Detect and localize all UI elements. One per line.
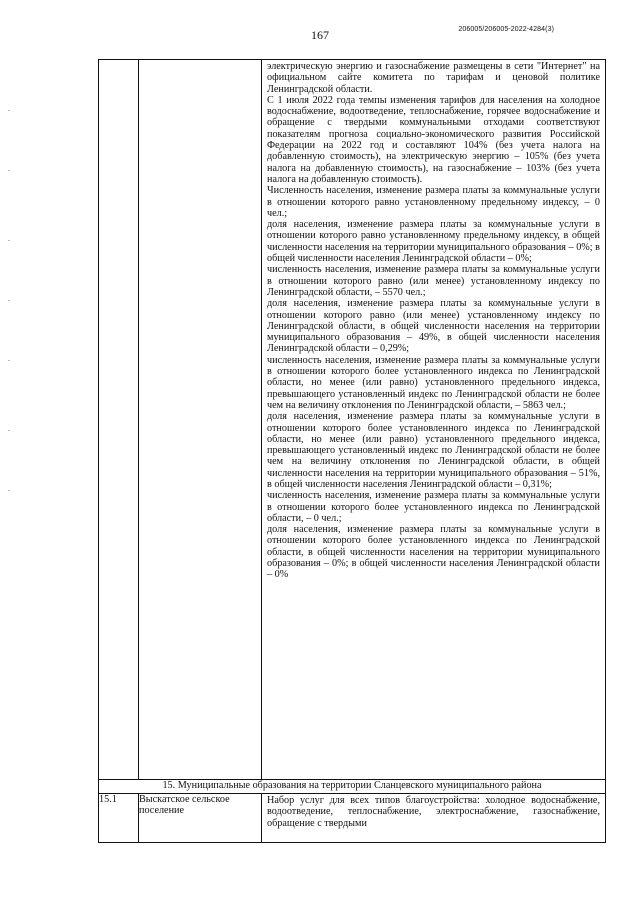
- paragraph: численность населения, изменение размера платы за коммунальные услуги в отношении которого более установленного индекса по Ленинградской области, но менее (или равно) установленного предельного индекса, превышающего установленный индекс по Ленинградской области не более чем на величину отклонения по Ленинградской области, – 5863 чел.;: [267, 354, 600, 411]
- paragraph: доля населения, изменение размера платы за коммунальные услуги в отношении которого равно установленному предельному индексу, в общей численности населения на территории муниципального образования – 0%; в общей численности населения Ленинградской области – 0%;: [267, 219, 600, 265]
- table-row-continued: [99, 60, 606, 780]
- table-row: [99, 794, 606, 843]
- paragraph: численность населения, изменение размера платы за коммунальные услуги в отношении которого более установленного индекса по Ленинградской области, – 0 чел.;: [267, 490, 600, 524]
- paragraph: электрическую энергию и газоснабжение размещены в сети "Интернет" на официальном сайте комитета по тарифам и ценовой политике Ленинградской области.: [267, 61, 600, 95]
- row-number: 15.1: [99, 794, 139, 843]
- description-cell: [262, 794, 606, 843]
- paragraph: Набор услуг для всех типов благоустройства: холодное водоснабжение, водоотведение, теплоснабжение, электроснабжение, газоснабжение, обращение с твердыми: [267, 795, 600, 829]
- paragraph: доля населения, изменение размера платы за коммунальные услуги в отношении которого равно (или менее) установленному индексу по Ленинградской области, в общей численности населения на территории муниципального образования – 49%, в общей численности населения Ленинградской области – 0,29%;: [267, 298, 600, 355]
- description-cell: [262, 60, 606, 780]
- scan-margin-marks: [8, 110, 14, 540]
- tariff-table: [98, 59, 606, 843]
- page-number: 167: [311, 28, 329, 42]
- paragraph: доля населения, изменение размера платы за коммунальные услуги в отношении которого более установленного индекса по Ленинградской области, в общей численности населения на территории муниципального образования – 0%; в общей численности населения Ленинградской области – 0%: [267, 524, 600, 581]
- section-header-row: [99, 780, 606, 794]
- paragraph: доля населения, изменение размера платы за коммунальные услуги в отношении которого более установленного индекса по Ленинградской области, но менее (или равно) установленного предельного индекса, превышающего установленный индекс по Ленинградской области не более чем на величину отклонения по Ленинградской области, в общей численности населения на территории муниципального образования – 51%, в общей численности населения Ленинградской области – 0,31%;: [267, 411, 600, 490]
- paragraph: численность населения, изменение размера платы за коммунальные услуги в отношении которого равно (или менее) установленному индексу по Ленинградской области, – 5570 чел.;: [267, 264, 600, 298]
- section-title: 15. Муниципальные образования на территории Сланцевского муниципального района: [99, 780, 606, 794]
- document-code: 206005/206005-2022-4284(3): [458, 26, 554, 33]
- paragraph: Численность населения, изменение размера платы за коммунальные услуги в отношении которого равно установленному предельному индексу, – 0 чел.;: [267, 185, 600, 219]
- name-cell-empty: [139, 60, 262, 780]
- number-cell-empty: [99, 60, 139, 780]
- paragraph: С 1 июля 2022 года темпы изменения тарифов для населения на холодное водоснабжение, водоотведение, теплоснабжение, горячее водоснабжение и обращение с твердыми коммунальными отходами соответствуют показателям прогноза социально-экономического развития Российской Федерации на 2022 год и составляют 104% (без учета налога на добавленную стоимость), на электрическую энергию – 105% (без учета налога на добавленную стоимость), на газоснабжение – 103% (без учета налога на добавленную стоимость).: [267, 94, 600, 185]
- settlement-name: Выскатское сельское поселение: [139, 794, 262, 843]
